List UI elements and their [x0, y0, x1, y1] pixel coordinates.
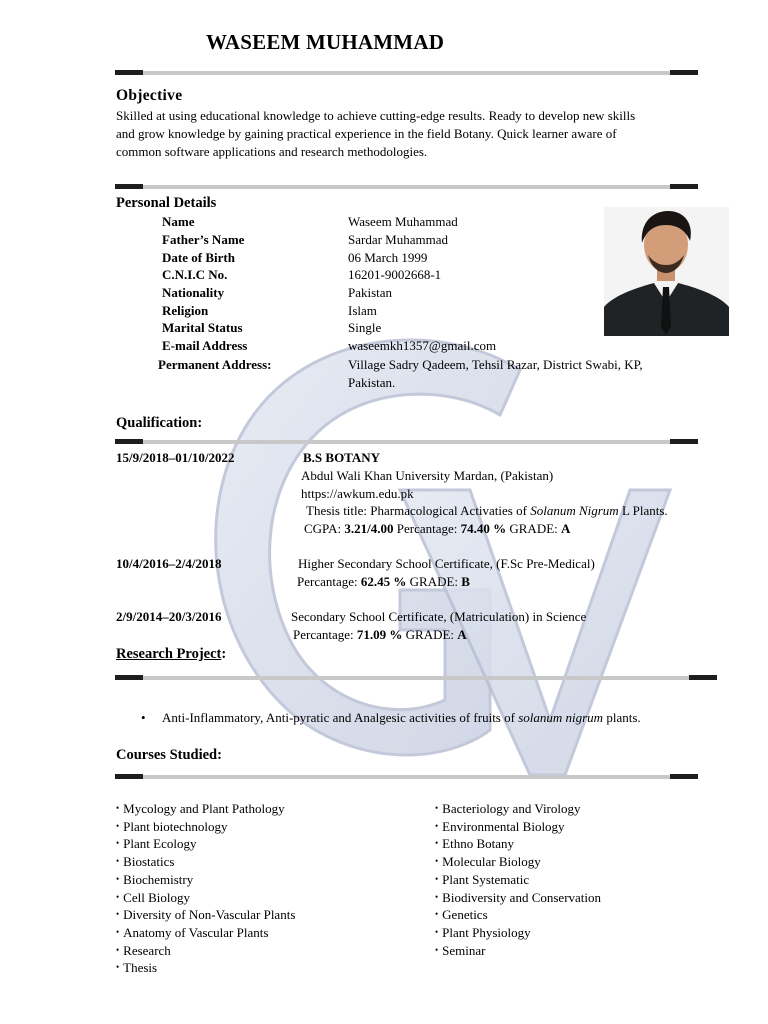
course-item	[116, 801, 285, 817]
qual-1-institute: Abdul Wali Khan University Mardan, (Pakistan)	[301, 468, 554, 483]
course-item	[116, 943, 171, 959]
course-bullet: •	[116, 873, 120, 884]
course-item	[435, 819, 565, 835]
course-bullet: •	[435, 926, 439, 937]
course-bullet: •	[116, 909, 120, 920]
course-bullet: •	[116, 856, 120, 867]
objective-line-2: and grow knowledge by gaining practical experience in the field Botany. Quick learner aware of	[116, 126, 617, 141]
qual-1-thesis: Thesis title: Pharmacological Activaties of Solanum Nigrum L Plants.	[306, 503, 668, 518]
value-address-line-2: Pakistan.	[348, 375, 396, 390]
course-item	[435, 925, 531, 941]
divider	[115, 775, 698, 779]
course-label: Plant biotechnology	[123, 818, 228, 834]
qual-2-scores: Percantage: 62.45 % GRADE: B	[297, 574, 470, 589]
label-fathers-name: Father’s Name	[162, 232, 245, 247]
course-bullet: •	[435, 873, 439, 884]
qual-1-scores: CGPA: 3.21/4.00 Percantage: 74.40 % GRADE: A	[304, 521, 571, 536]
qual-3-degree: Secondary School Certificate, (Matriculation) in Science	[291, 609, 587, 624]
value-name: Waseem Muhammad	[348, 214, 458, 229]
research-bullet: •	[141, 710, 146, 725]
course-bullet: •	[116, 944, 120, 955]
course-bullet: •	[435, 909, 439, 920]
course-item	[116, 819, 228, 835]
course-label: Biochemistry	[123, 871, 194, 887]
course-item	[116, 836, 196, 852]
divider	[115, 676, 717, 680]
value-cnic: 16201-9002668-1	[348, 267, 442, 282]
course-item	[116, 907, 295, 923]
label-name: Name	[162, 214, 195, 229]
course-bullet: •	[116, 803, 120, 813]
course-label: Mycology and Plant Pathology	[123, 801, 285, 816]
label-permanent-address: Permanent Address:	[158, 357, 272, 372]
label-religion: Religion	[162, 303, 209, 318]
course-item	[435, 890, 601, 906]
divider	[115, 440, 698, 444]
course-label: Biostatics	[123, 854, 175, 870]
label-marital-status: Marital Status	[162, 320, 243, 335]
courses-heading: Courses Studied:	[116, 747, 222, 763]
value-email[interactable]: waseemkh1357@gmail.com	[348, 338, 497, 353]
course-label: Seminar	[442, 942, 486, 958]
course-label: Thesis	[123, 960, 158, 976]
value-date-of-birth: 06 March 1999	[348, 250, 428, 265]
qual-1-dates: 15/9/2018–01/10/2022	[116, 450, 235, 465]
course-label: Ethno Botany	[442, 836, 515, 852]
course-label: Diversity of Non-Vascular Plants	[123, 907, 296, 923]
course-bullet: •	[116, 891, 120, 902]
research-project-heading: Research Project:	[116, 646, 227, 662]
course-item	[116, 854, 174, 870]
course-label: Bacteriology and Virology	[442, 801, 581, 816]
label-cnic: C.N.I.C No.	[162, 267, 228, 282]
personal-details-heading: Personal Details	[116, 195, 217, 211]
course-label: Environmental Biology	[442, 818, 565, 834]
course-item	[435, 872, 529, 888]
course-label: Genetics	[442, 907, 488, 923]
course-label: Plant Physiology	[442, 924, 531, 940]
course-item	[435, 854, 541, 870]
value-marital-status: Single	[348, 320, 382, 335]
objective-line-1: Skilled at using educational knowledge to achieve cutting-edge results. Ready to develop new skills	[116, 108, 636, 123]
course-bullet: •	[435, 820, 439, 831]
qual-1-url[interactable]: https://awkum.edu.pk	[301, 486, 414, 501]
profile-photo	[604, 207, 729, 336]
course-label: Plant Systematic	[442, 871, 530, 887]
course-bullet: •	[435, 944, 439, 955]
course-label: Cell Biology	[123, 889, 190, 905]
objective-line-3: common software applications and research methodologies.	[116, 144, 428, 159]
course-item	[435, 801, 581, 817]
course-label: Anatomy of Vascular Plants	[123, 924, 269, 940]
candidate-name: WASEEM MUHAMMAD	[206, 30, 445, 54]
course-item	[435, 836, 514, 852]
course-bullet: •	[116, 838, 120, 849]
course-bullet: •	[116, 926, 120, 937]
course-label: Molecular Biology	[442, 854, 541, 870]
research-item: Anti-Inflammatory, Anti-pyratic and Analgesic activities of fruits of solanum nigrum plants.	[162, 710, 641, 725]
course-bullet: •	[116, 820, 120, 831]
course-label: Plant Ecology	[123, 836, 197, 852]
course-bullet: •	[435, 838, 439, 849]
course-bullet: •	[435, 856, 439, 867]
course-item	[435, 907, 488, 923]
qualification-heading: Qualification:	[116, 415, 203, 431]
qual-2-dates: 10/4/2016–2/4/2018	[116, 556, 222, 571]
divider	[115, 185, 698, 189]
value-fathers-name: Sardar Muhammad	[348, 232, 449, 247]
qual-1-degree: B.S BOTANY	[303, 450, 381, 465]
course-item	[435, 943, 485, 959]
qual-3-dates: 2/9/2014–20/3/2016	[116, 609, 222, 624]
label-nationality: Nationality	[162, 285, 225, 300]
course-item	[116, 925, 268, 941]
qual-2-degree: Higher Secondary School Certificate, (F.Sc Pre-Medical)	[298, 556, 595, 571]
value-nationality: Pakistan	[348, 285, 393, 300]
value-religion: Islam	[348, 303, 377, 318]
course-item	[116, 872, 193, 888]
course-item	[116, 890, 190, 906]
course-item	[116, 960, 157, 976]
course-bullet: •	[435, 803, 439, 813]
course-bullet: •	[435, 891, 439, 902]
value-address-line-1: Village Sadry Qadeem, Tehsil Razar, District Swabi, KP,	[348, 357, 643, 372]
objective-heading: Objective	[116, 87, 183, 104]
label-date-of-birth: Date of Birth	[162, 250, 235, 265]
course-label: Research	[123, 942, 171, 958]
qual-3-scores: Percantage: 71.09 % GRADE: A	[293, 627, 467, 642]
course-bullet: •	[116, 962, 120, 973]
label-email: E-mail Address	[162, 338, 248, 353]
course-label: Biodiversity and Conservation	[442, 889, 602, 905]
divider	[115, 71, 698, 75]
